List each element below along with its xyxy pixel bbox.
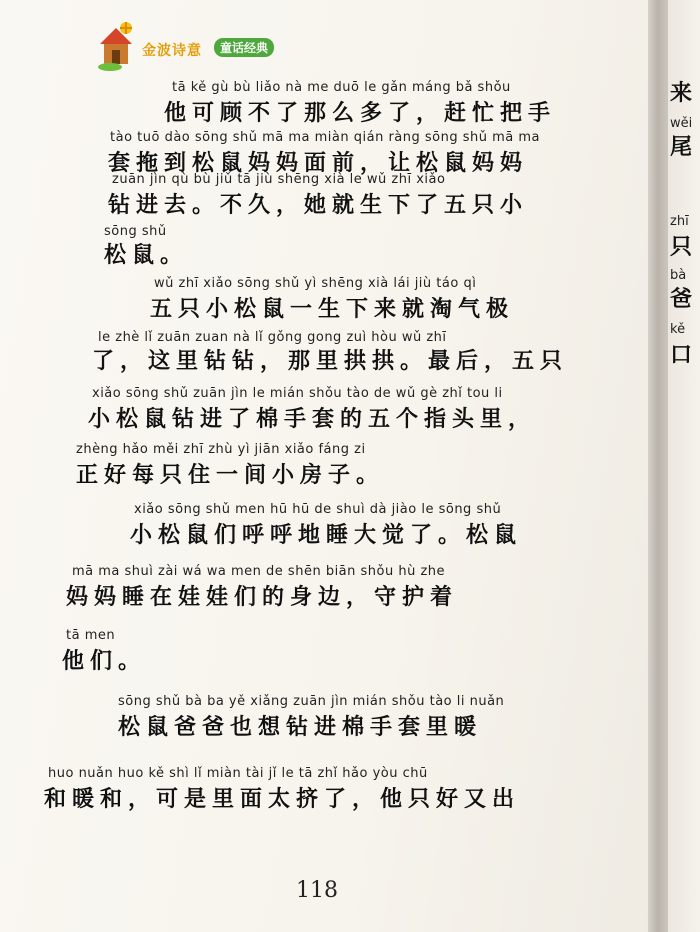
- series-title: 金波诗意: [142, 43, 202, 59]
- text-line-7: 小松鼠钻进了棉手套的五个指头里，: [88, 407, 537, 432]
- next-page-char: 口: [670, 343, 693, 368]
- pinyin-line-12: sōng shǔ bà ba yě xiǎng zuān jìn mián shǒu tào li nuǎn: [118, 694, 505, 709]
- next-page-pinyin: kě: [670, 322, 686, 337]
- pinyin-line-13: huo nuǎn huo kě shì lǐ miàn tài jǐ le tā zhǐ hǎo yòu chū: [48, 766, 428, 781]
- text-line-12: 松鼠爸爸也想钻进棉手套里暖: [118, 715, 483, 740]
- text-line-8: 正好每只住一间小房子。: [76, 463, 385, 488]
- series-logo: [98, 20, 318, 76]
- book-spine: [648, 0, 670, 932]
- text-line-1: 他可顾不了那么多了，赶忙把手: [164, 101, 557, 126]
- pinyin-line-7: xiǎo sōng shǔ zuān jìn le mián shǒu tào de wǔ gè zhǐ tou li: [92, 386, 503, 401]
- text-line-9: 小松鼠们呼呼地睡大觉了。松鼠: [130, 523, 523, 548]
- pinyin-line-8: zhèng hǎo měi zhī zhù yì jiān xiǎo fáng zi: [76, 442, 366, 457]
- text-line-2: 套拖到松鼠妈妈面前，让松鼠妈妈: [108, 151, 529, 176]
- next-page-pinyin: bà: [670, 268, 687, 283]
- next-page-char: 尾: [670, 135, 693, 160]
- text-line-5: 五只小松鼠一生下来就淘气极: [150, 297, 515, 322]
- page-number: 118: [296, 878, 338, 903]
- pinyin-line-5: wǔ zhī xiǎo sōng shǔ yì shēng xià lái jiù táo qì: [154, 276, 477, 291]
- text-line-11: 他们。: [62, 649, 147, 674]
- pinyin-line-1: tā kě gù bù liǎo nà me duō le gǎn máng bǎ shǒu: [172, 80, 511, 95]
- next-page-char: 爸: [670, 287, 693, 312]
- text-line-10: 妈妈睡在娃娃们的身边，守护着: [66, 585, 459, 610]
- house-icon: [98, 20, 140, 72]
- pinyin-line-9: xiǎo sōng shǔ men hū hū de shuì dà jiào le sōng shǔ: [134, 502, 502, 517]
- pinyin-line-11: tā men: [66, 628, 116, 643]
- pinyin-line-10: mā ma shuì zài wá wa men de shēn biān shǒu hù zhe: [72, 564, 446, 579]
- text-line-13: 和暖和，可是里面太挤了，他只好又出: [44, 787, 521, 812]
- pinyin-line-3: zuān jìn qù bù jiǔ tā jiù shēng xià le wǔ zhī xiǎo: [112, 172, 446, 187]
- text-line-3: 钻进去。不久，她就生下了五只小: [108, 193, 529, 218]
- text-line-6: 了，这里钻钻，那里拱拱。最后，五只: [92, 349, 569, 374]
- pinyin-line-6: le zhè lǐ zuān zuan nà lǐ gǒng gong zuì hòu wǔ zhī: [98, 330, 447, 345]
- next-page-char: 只: [670, 235, 693, 260]
- pinyin-line-2: tào tuō dào sōng shǔ mā ma miàn qián ràng sōng shǔ mā ma: [110, 130, 541, 145]
- next-page-char: 来: [670, 81, 693, 106]
- text-line-4: 松鼠。: [104, 243, 189, 268]
- series-badge: 童话经典: [214, 38, 274, 57]
- pinyin-line-4: sōng shǔ: [104, 224, 167, 239]
- next-page-pinyin: zhī: [670, 214, 689, 229]
- next-page-pinyin: wěi: [670, 116, 693, 131]
- next-page-edge: [668, 0, 700, 932]
